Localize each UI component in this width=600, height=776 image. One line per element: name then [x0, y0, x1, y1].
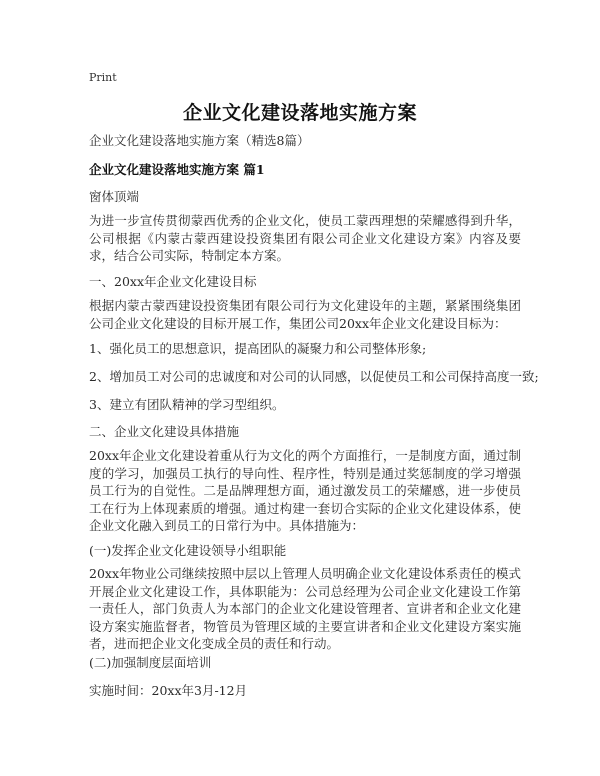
measures-paragraph: 20xx年企业文化建设着重从行为文化的两个方面推行，一是制度方面，通过制度的学习，加强员工执行的导向性、程序性，特别是通过奖惩制度的学习增强员工行为的自觉性。二是品牌理想方面，通过激发员工的荣耀感，进一步使员工在行为上体现素质的增强。通过构建一套切合实际的企业文化建设体系，使企业文化融入到员工的日常行为中。具体措施为： [89, 448, 521, 534]
leadership-paragraph: 20xx年物业公司继续按照中层以上管理人员明确企业文化建设体系责任的模式开展企业文化建设工作，具体职能为：公司总经理为公司企业文化建设工作第一责任人，部门负责人为本部门的企业文化建设管理者、宣讲者和企业文化建设方案实施监督者，物管员为管理区域的主要宣讲者和企业文化建设方案实施者，进而把企业文化变成全员的责任和行动。 [89, 566, 521, 652]
schedule-line: 实施时间：20xx年3月-12月 [89, 683, 248, 698]
goal-item-3: 3、建立有团队精神的学习型组织。 [89, 397, 285, 412]
sub-heading-leadership: (一)发挥企业文化建设领导小组职能 [89, 543, 287, 558]
goal-paragraph: 根据内蒙古蒙西建设投资集团有限公司行为文化建设年的主题，紧紧围绕集团公司企业文化建设的目标开展工作，集团公司20xx年企业文化建设目标为： [89, 298, 521, 331]
heading-measures: 二、企业文化建设具体措施 [89, 424, 240, 439]
print-label: Print [89, 71, 117, 84]
document-subtitle: 企业文化建设落地实施方案（精选8篇） [89, 133, 310, 148]
document-title: 企业文化建设落地实施方案 [182, 102, 417, 124]
goal-item-1: 1、强化员工的思想意识，提高团队的凝聚力和公司整体形象; [89, 341, 427, 356]
section-heading: 企业文化建设落地实施方案 篇1 [89, 162, 265, 177]
intro-paragraph: 为进一步宣传贯彻蒙西优秀的企业文化，使员工蒙西理想的荣耀感得到升华，公司根据《内蒙古蒙西建设投资集团有限公司企业文化建设方案》内容及要求，结合公司实际，特制定本方案。 [89, 213, 521, 264]
header-note: 窗体顶端 [89, 189, 140, 204]
sub-heading-training: (二)加强制度层面培训 [89, 655, 212, 670]
goal-item-2: 2、增加员工对公司的忠诚度和对公司的认同感，以促使员工和公司保持高度一致; [89, 369, 539, 384]
heading-goals: 一、20xx年企业文化建设目标 [89, 274, 257, 289]
